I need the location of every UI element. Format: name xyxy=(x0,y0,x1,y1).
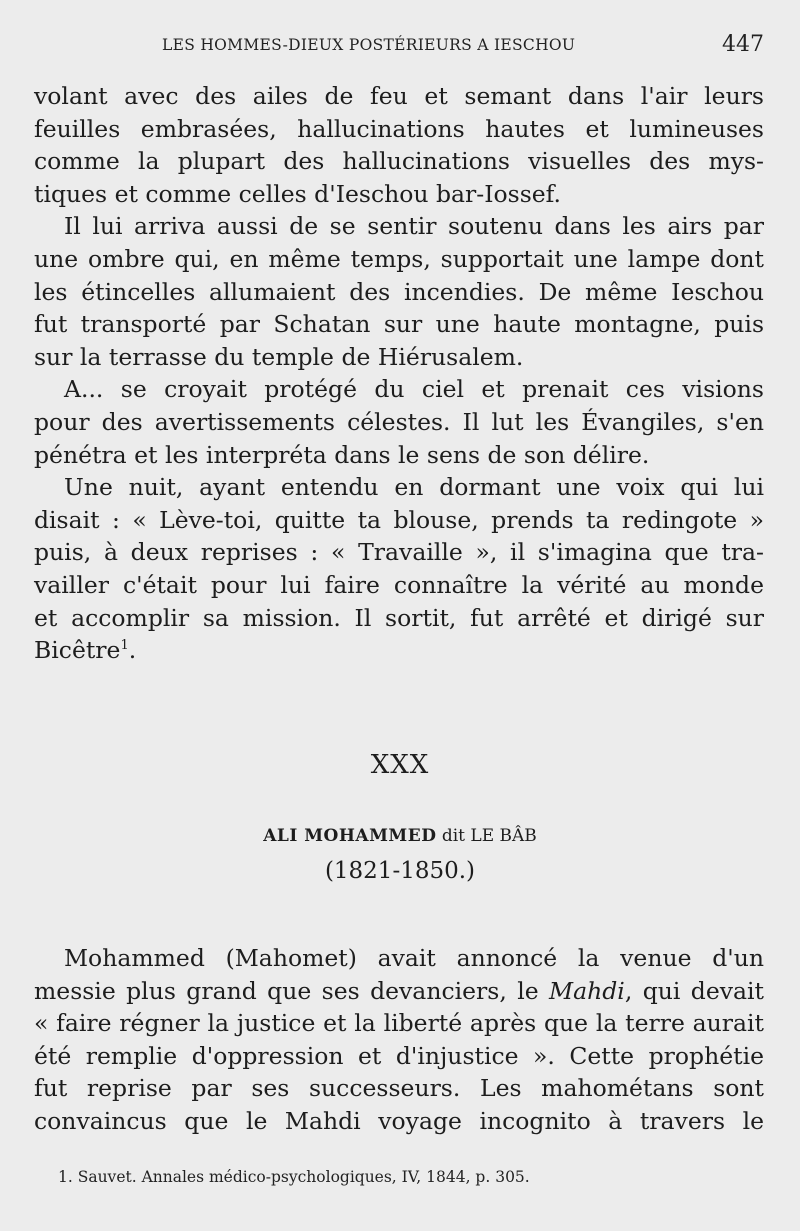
footnote-reference: 1 xyxy=(120,638,129,654)
text-line: pour des avertissements célestes. Il lut les Évangiles, s'en xyxy=(34,407,764,436)
text-segment: messie plus grand que ses devanciers, le xyxy=(34,976,550,1005)
chapter-title-name: ALI MOHAMMED xyxy=(263,826,437,846)
text-segment: , qui devait xyxy=(624,976,764,1005)
text-line: disait : « Lève-toi, quitte ta blouse, prends ta redingote » xyxy=(34,505,764,534)
chapter-title xyxy=(0,826,800,846)
chapter-dates: (1821-1850.) xyxy=(324,858,476,884)
text-line: Mohammed (Mahomet) avait annoncé la venue d'un xyxy=(64,944,764,972)
running-title: LES HOMMES-DIEUX POSTÉRIEURS A IESCHOU xyxy=(162,36,576,54)
text-line-with-note xyxy=(34,634,764,667)
text-line: les étincelles allumaient des incendies. De même Ieschou xyxy=(34,277,764,306)
text-line: volant avec des ailes de feu et semant dans l'air leurs xyxy=(34,82,764,110)
page-number: 447 xyxy=(722,32,764,57)
text-line: fut reprise par ses successeurs. Les mahométans sont xyxy=(34,1074,764,1103)
chapter-number: XXX xyxy=(370,750,430,780)
italic-term: Mahdi xyxy=(549,976,625,1005)
footnote: 1. Sauvet. Annales médico-psychologiques, IV, 1844, p. 305. xyxy=(58,1168,530,1186)
chapter-title-epithet: dit LE BÂB xyxy=(436,826,537,846)
text-line-with-italic xyxy=(34,975,764,1008)
text-line: sur la terrasse du temple de Hiérusalem. xyxy=(34,342,524,371)
text-line: A... se croyait protégé du ciel et prenait ces visions xyxy=(64,375,764,404)
text-line: Il lui arriva aussi de se sentir soutenu dans les airs par xyxy=(64,212,764,241)
text-line: Une nuit, ayant entendu en dormant une voix qui lui xyxy=(64,473,764,502)
text-line: tiques et comme celles d'Ieschou bar-Iossef. xyxy=(34,179,562,208)
text-line-end: . xyxy=(128,636,137,665)
text-line: puis, à deux reprises : « Travaille », il s'imagina que tra- xyxy=(34,538,764,567)
text-line: et accomplir sa mission. Il sortit, fut arrêté et dirigé sur xyxy=(34,603,764,632)
text-line: comme la plupart des hallucinations visuelles des mys- xyxy=(34,147,764,176)
text-line: vailler c'était pour lui faire connaître la vérité au monde xyxy=(34,570,764,599)
body-text-bottom xyxy=(34,942,764,1138)
text-line: fut transporté par Schatan sur une haute montagne, puis xyxy=(34,310,764,339)
running-head xyxy=(34,30,764,60)
text-line: une ombre qui, en même temps, supportait une lampe dont xyxy=(34,244,764,273)
text-line: « faire régner la justice et la liberté après que la terre aurait xyxy=(34,1009,764,1038)
text-line: pénétra et les interpréta dans le sens de son délire. xyxy=(34,440,650,469)
text-line: convaincus que le Mahdi voyage incognito à travers le xyxy=(34,1106,764,1135)
text-line: été remplie d'oppression et d'injustice ». Cette prophétie xyxy=(34,1041,764,1070)
text-line: feuilles embrasées, hallucinations hautes et lumineuses xyxy=(34,114,764,143)
body-text-top xyxy=(34,80,764,667)
text-line: Bicêtre xyxy=(34,636,121,665)
